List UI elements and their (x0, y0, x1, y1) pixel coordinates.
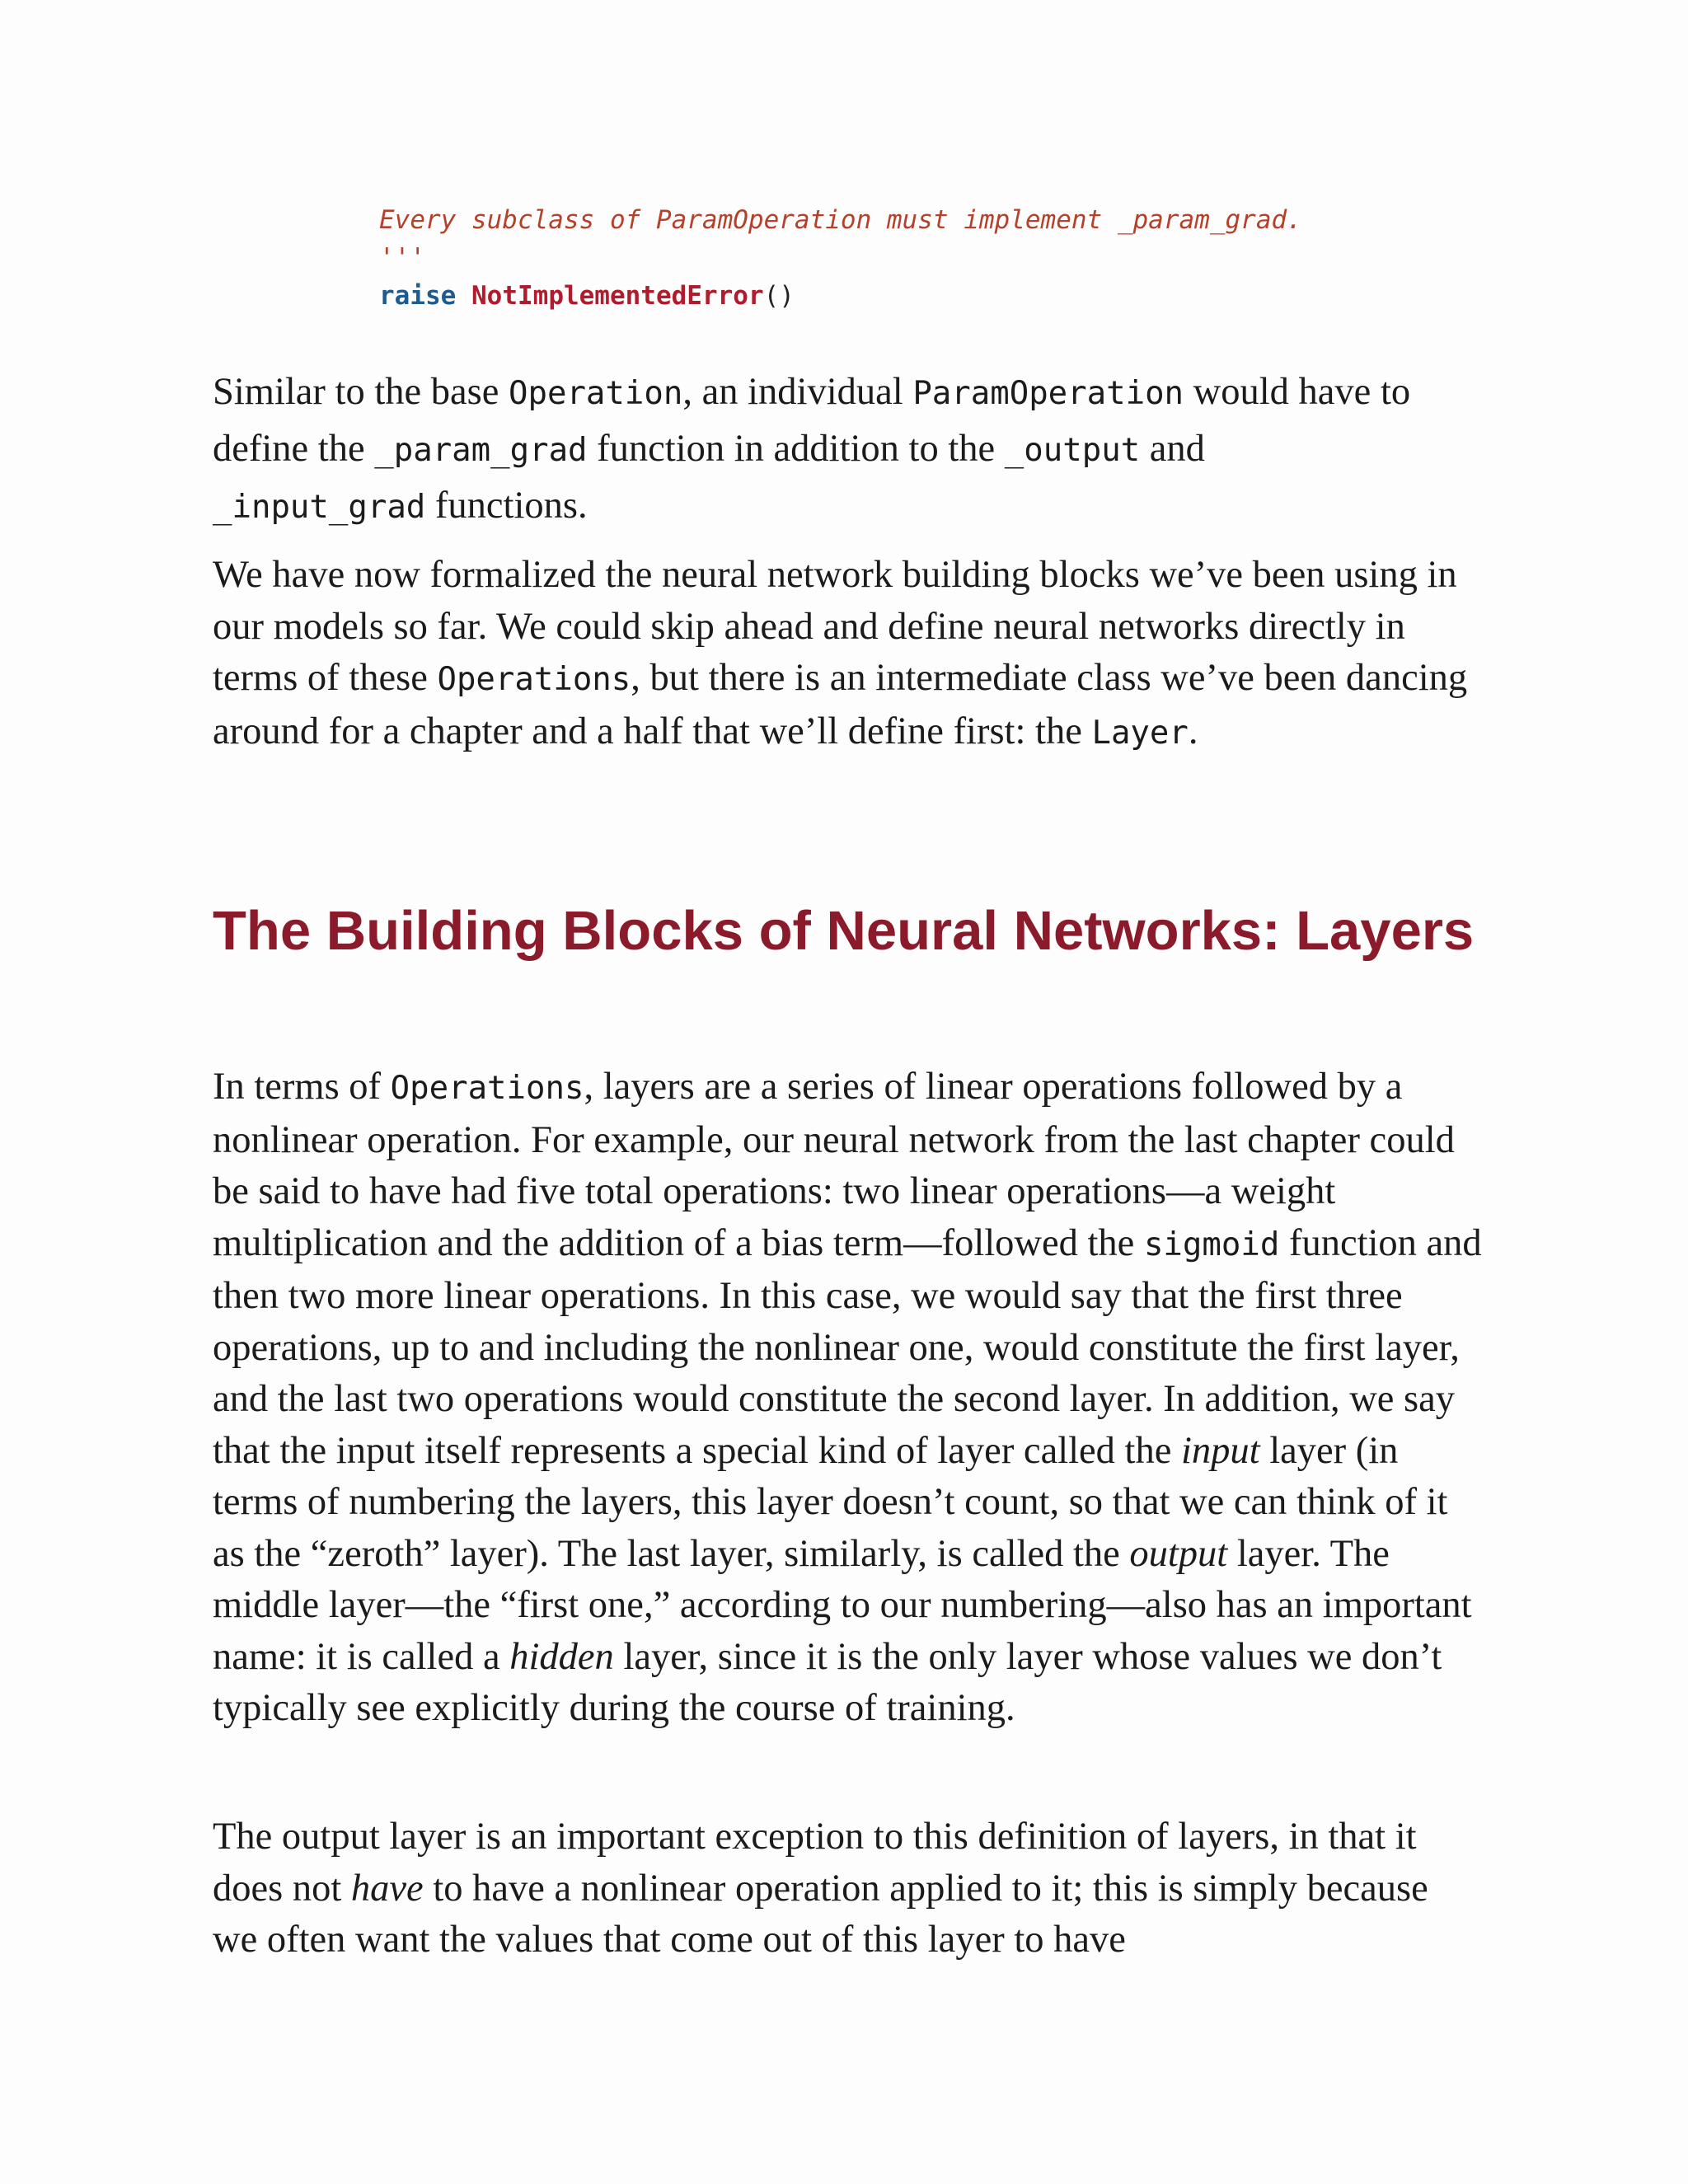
code-raise-line (379, 277, 1302, 315)
text-run: We have now formalized the neural network building blocks we’ve been using in our models so far. We could skip ahead and define neural networks directly in terms of these (213, 554, 1457, 699)
text-run: , layers are a series of linear operations followed by a nonlinear operation. For example, our neural network from the last chapter could be said to have had five total operations: two linear operations—a weight multiplication and the addition of a bias term—followed the (213, 1066, 1455, 1264)
inline-code-layer: Layer (1091, 714, 1189, 752)
paragraph-layers-definition (213, 1062, 1482, 1735)
emphasis-input: input (1181, 1429, 1260, 1472)
raise-keyword: raise (379, 281, 457, 311)
text-run: to have a nonlinear operation applied to it; this is simply because we often want the values that come out of this layer to have (213, 1867, 1428, 1961)
text-run: , an individual (682, 371, 913, 413)
text-run: function and then two more linear operations. In this case, we would say that the first three operations, up to and including the nonlinear one, would constitute the first layer, and the last two operations would constitute the second layer. In addition, we say that the input itself represents a special kind of layer called the (213, 1221, 1482, 1472)
emphasis-have: have (350, 1867, 424, 1910)
emphasis-hidden: hidden (509, 1635, 614, 1678)
text-run: . (1188, 710, 1198, 752)
text-run: In terms of (213, 1066, 391, 1108)
inline-code-operation: Operation (509, 375, 683, 412)
exception-name: NotImplementedError (471, 281, 764, 311)
text-run: layer (in terms of numbering the layers, this layer doesn’t count, so that we can think of it as the “zeroth” layer). The last layer, similarly, is called the (213, 1429, 1448, 1575)
text-run: functions. (425, 485, 588, 527)
code-comment-line (379, 201, 1302, 239)
inline-code-input-grad: _input_grad (213, 489, 426, 526)
docstring-text: Every subclass of ParamOperation must implement _param_grad. (379, 205, 1302, 235)
code-docstring-close-line (379, 239, 1302, 277)
inline-code-paramoperation: ParamOperation (912, 375, 1184, 412)
text-run: and (1140, 428, 1205, 470)
text-run: would have to define the (213, 371, 1411, 470)
paragraph-param-operation (213, 364, 1482, 535)
paragraph-building-blocks (213, 550, 1482, 759)
inline-code-sigmoid: sigmoid (1143, 1226, 1280, 1263)
inline-code-param-grad: _param_grad (374, 432, 588, 469)
inline-code-operations: Operations (437, 661, 631, 698)
paragraph-output-layer-exception (213, 1811, 1482, 1966)
call-parens: () (763, 281, 795, 311)
emphasis-output: output (1129, 1532, 1228, 1575)
inline-code-output: _output (1004, 432, 1141, 469)
inline-code-operations: Operations (390, 1070, 584, 1107)
text-run: layer, since it is the only layer whose values we don’t typically see explicitly during the course of training. (213, 1635, 1442, 1729)
text-run: function in addition to the (587, 428, 1005, 470)
text-run: Similar to the base (213, 371, 509, 413)
section-heading: The Building Blocks of Neural Networks: Layers (213, 900, 1475, 962)
docstring-close: ''' (379, 243, 425, 273)
text-run: , but there is an intermediate class we’ve been dancing around for a chapter and a half that we’ll define first: the (213, 657, 1468, 752)
text-run: layer. The middle layer—the “first one,” according to our numbering—also has an important name: it is called a (213, 1532, 1472, 1678)
text-run: The output layer is an important exception to this definition of layers, in that it does not (213, 1816, 1417, 1910)
code-block (379, 201, 1302, 315)
